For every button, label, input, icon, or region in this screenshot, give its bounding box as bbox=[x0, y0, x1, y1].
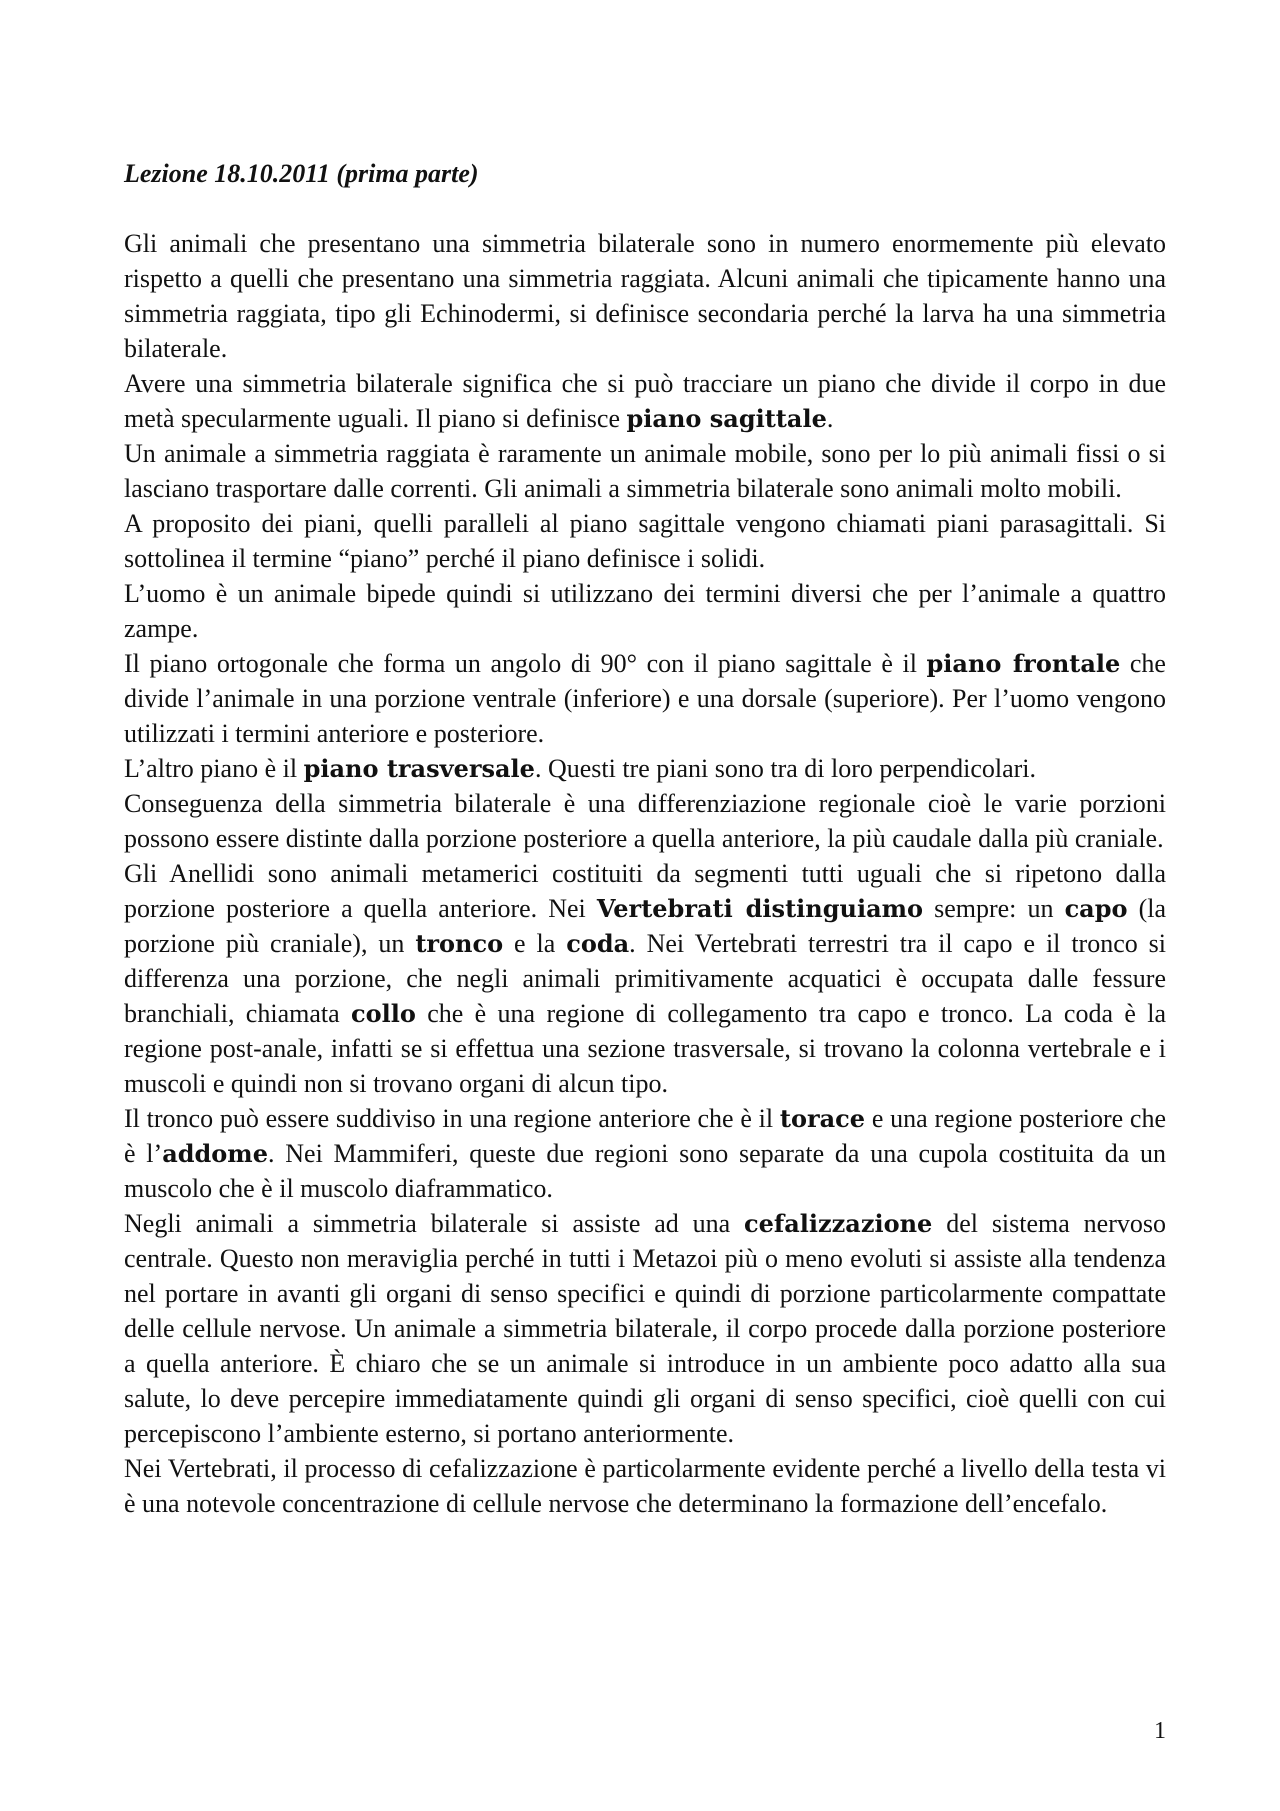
paragraph bbox=[124, 366, 1166, 436]
text-run: Conseguenza della simmetria bilaterale è una differenziazione regionale cioè le varie porzioni possono essere distinte dalla porzione posteriore a quella anteriore, la più caudale dalla più craniale. bbox=[124, 789, 1166, 853]
paragraph bbox=[124, 751, 1166, 786]
lecture-title: Lezione 18.10.2011 (prima parte) bbox=[124, 159, 479, 188]
text-run: . bbox=[826, 404, 834, 433]
text-run: Gli animali che presentano una simmetria bilaterale sono in numero enormemente più elevato rispetto a quelli che presentano una simmetria raggiata. Alcuni animali che tipicamente hanno una simmetria raggiata, tipo gli Echinodermi, si definisce secondaria perché la larva ha una simmetria bilaterale. bbox=[124, 229, 1166, 363]
text-run: Un animale a simmetria raggiata è raramente un animale mobile, sono per lo più animali fissi o si lasciano trasportare dalle correnti. Gli animali a simmetria bilaterale sono animali molto mobili. bbox=[124, 439, 1166, 503]
text-run: Il piano ortogonale che forma un angolo di 90° con il piano sagittale è il bbox=[124, 649, 927, 678]
text-run: Gli Anellidi sono animali metamerici costituiti da segmenti tutti uguali che si ripetono dalla porzione posteriore a quella anteriore. Nei bbox=[124, 859, 1166, 923]
bold-term: collo bbox=[351, 999, 416, 1028]
text-run: . Nei Vertebrati terrestri tra il capo e il tronco si differenza una porzione, che negli animali primitivamente acquatici è occupata dalle fessure branchiali, chiamata bbox=[124, 929, 1167, 1028]
paragraph bbox=[124, 1206, 1166, 1451]
bold-term: addome bbox=[162, 1139, 268, 1168]
paragraph bbox=[124, 226, 1166, 366]
paragraph bbox=[124, 506, 1166, 576]
text-run: e una regione posteriore che è l’ bbox=[124, 1104, 1166, 1168]
page-number: 1 bbox=[1154, 1718, 1166, 1744]
text-run: Nei Vertebrati, il processo di cefalizzazione è particolarmente evidente perché a livello della testa vi è una notevole concentrazione di cellule nervose che determinano la formazione dell’encefalo. bbox=[124, 1454, 1166, 1518]
text-run: Negli animali a simmetria bilaterale si assiste ad una bbox=[124, 1209, 745, 1238]
text-run: L’uomo è un animale bipede quindi si utilizzano dei termini diversi che per l’animale a quattro zampe. bbox=[124, 579, 1166, 643]
text-run: Avere una simmetria bilaterale significa che si può tracciare un piano che divide il corpo in due metà specularmente uguali. Il piano si definisce bbox=[124, 369, 1166, 433]
bold-term: piano trasversale bbox=[303, 754, 535, 783]
text-run: . Nei Mammiferi, queste due regioni sono separate da una cupola costituita da un muscolo che è il muscolo diaframmatico. bbox=[124, 1139, 1166, 1203]
text-run: sempre: un bbox=[923, 894, 1065, 923]
paragraph bbox=[124, 646, 1166, 751]
bold-term: coda bbox=[566, 929, 630, 958]
text-run: (la porzione più craniale), un bbox=[124, 894, 1167, 958]
bold-term: Vertebrati distinguiamo bbox=[596, 894, 924, 923]
text-run: . Questi tre piani sono tra di loro perpendicolari. bbox=[534, 754, 1037, 783]
text-run: Il tronco può essere suddiviso in una regione anteriore che è il bbox=[124, 1104, 780, 1133]
document-page bbox=[124, 156, 1166, 1521]
bold-term: tronco bbox=[415, 929, 504, 958]
bold-term: piano sagittale bbox=[626, 404, 827, 433]
text-run: L’altro piano è il bbox=[124, 754, 304, 783]
paragraph bbox=[124, 1451, 1166, 1521]
text-run: A proposito dei piani, quelli paralleli al piano sagittale vengono chiamati piani parasagittali. Si sottolinea il termine “piano” perché il piano definisce i solidi. bbox=[124, 509, 1166, 573]
bold-term: piano frontale bbox=[926, 649, 1121, 678]
text-run: che divide l’animale in una porzione ventrale (inferiore) e una dorsale (superiore). Per l’uomo vengono utilizzati i termini anteriore e posteriore. bbox=[124, 649, 1166, 748]
text-run: che è una regione di collegamento tra capo e tronco. La coda è la regione post-anale, infatti se si effettua una sezione trasversale, si trovano la colonna vertebrale e i muscoli e quindi non si trovano organi di alcun tipo. bbox=[124, 999, 1167, 1098]
text-run: del sistema nervoso centrale. Questo non meraviglia perché in tutti i Metazoi più o meno evoluti si assiste alla tendenza nel portare in avanti gli organi di senso specifici e quindi di porzione particolarmente compattate delle cellule nervose. Un animale a simmetria bilaterale, il corpo procede dalla porzione posteriore a quella anteriore. È chiaro che se un animale si introduce in un ambiente poco adatto alla sua salute, lo deve percepire immediatamente quindi gli organi di senso specifici, cioè quelli con cui percepiscono l’ambiente esterno, si portano anteriormente. bbox=[124, 1209, 1166, 1448]
bold-term: cefalizzazione bbox=[744, 1209, 933, 1238]
paragraph bbox=[124, 436, 1166, 506]
bold-term: torace bbox=[779, 1104, 866, 1133]
paragraph bbox=[124, 856, 1166, 1101]
lecture-body bbox=[124, 226, 1166, 1521]
bold-term: capo bbox=[1064, 894, 1128, 923]
paragraph bbox=[124, 786, 1166, 856]
paragraph bbox=[124, 1101, 1166, 1206]
text-run: e la bbox=[503, 929, 567, 958]
paragraph bbox=[124, 576, 1166, 646]
